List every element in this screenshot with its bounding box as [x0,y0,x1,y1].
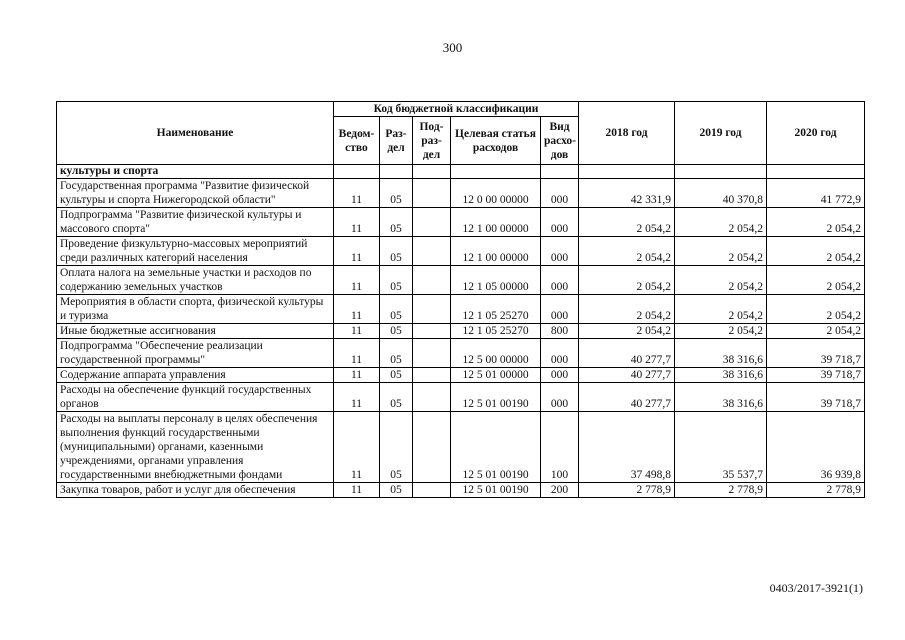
table-row [57,295,865,324]
cell-2019: 35 537,7 [675,412,767,483]
cell-vid-rashodov: 000 [541,339,579,368]
cell-vedomstvo: 11 [334,237,380,266]
cell-razdel: 05 [380,339,413,368]
cell-name: Проведение физкультурно-массовых мероприятий среди различных категорий населения [57,237,334,266]
cell-vid-rashodov: 000 [541,295,579,324]
cell-2019: 2 054,2 [675,295,767,324]
cell-2020: 2 054,2 [767,208,865,237]
header-2019: 2019 год [675,102,767,165]
cell-razdel: 05 [380,368,413,383]
cell-podrazdel [413,324,451,339]
cell-celevaya-statya: 12 1 05 25270 [451,324,541,339]
header-celevaya-statya: Целевая статья расходов [451,117,541,165]
cell-podrazdel [413,179,451,208]
cell-2019: 38 316,6 [675,368,767,383]
cell-vedomstvo: 11 [334,295,380,324]
cell-podrazdel [413,339,451,368]
cell-celevaya-statya: 12 5 01 00000 [451,368,541,383]
cell-podrazdel [413,237,451,266]
cell-2018: 2 054,2 [579,295,675,324]
table-row [57,383,865,412]
cell-2020: 2 778,9 [767,483,865,498]
cell-razdel: 05 [380,412,413,483]
cell-vedomstvo: 11 [334,483,380,498]
cell-2020: 39 718,7 [767,339,865,368]
cell-celevaya-statya: 12 5 00 00000 [451,339,541,368]
cell-vid-rashodov: 200 [541,483,579,498]
cell-2019: 2 054,2 [675,324,767,339]
section-title: культуры и спорта [57,165,334,179]
cell-celevaya-statya: 12 1 05 00000 [451,266,541,295]
cell-2020: 36 939,8 [767,412,865,483]
section-row [57,165,865,179]
cell-vedomstvo: 11 [334,208,380,237]
cell-vid-rashodov: 100 [541,412,579,483]
cell-2020: 39 718,7 [767,383,865,412]
document-code: 0403/2017-3921(1) [769,581,863,595]
cell-celevaya-statya: 12 0 00 00000 [451,179,541,208]
cell-name: Закупка товаров, работ и услуг для обеспечения [57,483,334,498]
table-row [57,368,865,383]
cell-podrazdel [413,295,451,324]
cell-2018: 40 277,7 [579,339,675,368]
cell-name: Подпрограмма "Развитие физической культуры и массового спорта" [57,208,334,237]
cell-name: Иные бюджетные ассигнования [57,324,334,339]
table-row [57,324,865,339]
cell-vedomstvo: 11 [334,368,380,383]
cell-celevaya-statya: 12 1 00 00000 [451,237,541,266]
cell-celevaya-statya: 12 5 01 00190 [451,483,541,498]
cell-2018: 40 277,7 [579,383,675,412]
cell-name: Содержание аппарата управления [57,368,334,383]
cell-razdel: 05 [380,483,413,498]
cell-2020: 2 054,2 [767,324,865,339]
table-row [57,237,865,266]
cell-2018: 2 778,9 [579,483,675,498]
header-razdel: Раз-дел [380,117,413,165]
cell-razdel: 05 [380,266,413,295]
cell-2019: 2 054,2 [675,208,767,237]
cell-name: Расходы на выплаты персоналу в целях обеспечения выполнения функций государственными (муниципальными) органами, казенными учреждениями, органами управления государственными внебюджетными фондами [57,412,334,483]
budget-table [56,101,865,498]
cell-name: Подпрограмма "Обеспечение реализации государственной программы" [57,339,334,368]
cell-name: Расходы на обеспечение функций государственных органов [57,383,334,412]
header-vid-rashodov: Вид расхо-дов [541,117,579,165]
table-row [57,412,865,483]
header-podrazdel: Под-раз-дел [413,117,451,165]
cell-vid-rashodov: 000 [541,208,579,237]
cell-2019: 40 370,8 [675,179,767,208]
cell-vedomstvo: 11 [334,383,380,412]
cell-2018: 2 054,2 [579,208,675,237]
table-row [57,208,865,237]
cell-podrazdel [413,383,451,412]
cell-celevaya-statya: 12 1 05 25270 [451,295,541,324]
cell-podrazdel [413,208,451,237]
page-number: 300 [442,40,463,55]
cell-vedomstvo: 11 [334,339,380,368]
cell-podrazdel [413,266,451,295]
cell-vedomstvo: 11 [334,266,380,295]
cell-razdel: 05 [380,383,413,412]
cell-name: Мероприятия в области спорта, физической культуры и туризма [57,295,334,324]
cell-vid-rashodov: 000 [541,383,579,412]
cell-2018: 2 054,2 [579,324,675,339]
table-row [57,483,865,498]
cell-2019: 38 316,6 [675,339,767,368]
header-budget-code-group: Код бюджетной классификации [334,102,579,117]
cell-name: Государственная программа "Развитие физической культуры и спорта Нижегородской области" [57,179,334,208]
cell-2018: 37 498,8 [579,412,675,483]
cell-2020: 39 718,7 [767,368,865,383]
cell-vid-rashodov: 000 [541,368,579,383]
header-name: Наименование [57,102,334,165]
cell-razdel: 05 [380,295,413,324]
cell-podrazdel [413,412,451,483]
cell-celevaya-statya: 12 5 01 00190 [451,383,541,412]
cell-2018: 2 054,2 [579,266,675,295]
cell-2018: 2 054,2 [579,237,675,266]
cell-2020: 2 054,2 [767,295,865,324]
cell-2018: 40 277,7 [579,368,675,383]
cell-2018: 42 331,9 [579,179,675,208]
cell-celevaya-statya: 12 5 01 00190 [451,412,541,483]
cell-razdel: 05 [380,324,413,339]
cell-2020: 2 054,2 [767,237,865,266]
cell-podrazdel [413,368,451,383]
table-row [57,179,865,208]
table-row [57,339,865,368]
header-2020: 2020 год [767,102,865,165]
cell-razdel: 05 [380,179,413,208]
table-row [57,266,865,295]
header-vedomstvo: Ведом-ство [334,117,380,165]
cell-vedomstvo: 11 [334,324,380,339]
cell-razdel: 05 [380,208,413,237]
cell-2020: 41 772,9 [767,179,865,208]
cell-vid-rashodov: 000 [541,266,579,295]
cell-vedomstvo: 11 [334,179,380,208]
cell-2019: 38 316,6 [675,383,767,412]
header-2018: 2018 год [579,102,675,165]
cell-vid-rashodov: 800 [541,324,579,339]
cell-2020: 2 054,2 [767,266,865,295]
cell-vid-rashodov: 000 [541,237,579,266]
cell-vedomstvo: 11 [334,412,380,483]
cell-celevaya-statya: 12 1 00 00000 [451,208,541,237]
cell-2019: 2 054,2 [675,237,767,266]
cell-podrazdel [413,483,451,498]
cell-name: Оплата налога на земельные участки и расходов по содержанию земельных участков [57,266,334,295]
cell-2019: 2 778,9 [675,483,767,498]
cell-razdel: 05 [380,237,413,266]
cell-2019: 2 054,2 [675,266,767,295]
cell-vid-rashodov: 000 [541,179,579,208]
